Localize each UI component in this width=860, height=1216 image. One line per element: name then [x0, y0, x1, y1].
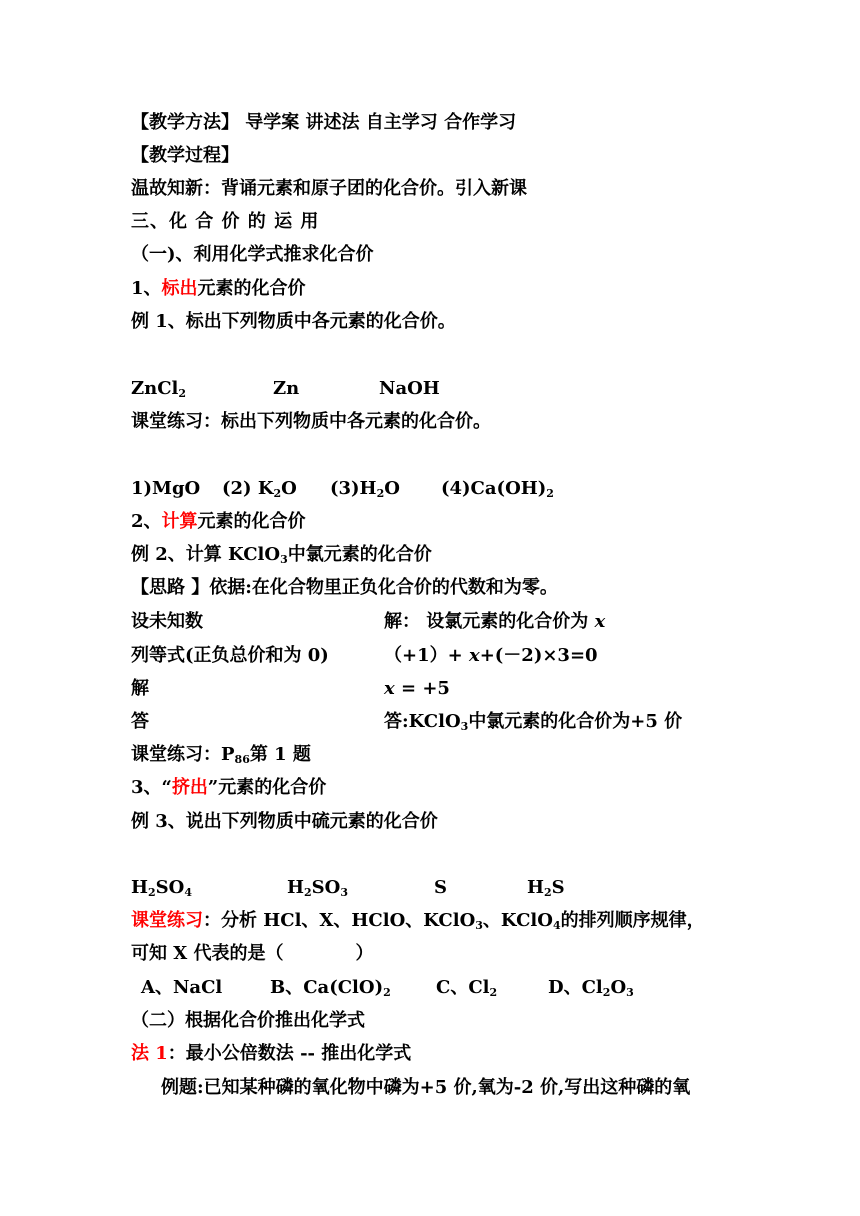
example-3-line: 例 3、说出下列物质中硫元素的化合价	[131, 811, 438, 832]
item-3-highlight: 挤出	[171, 777, 208, 798]
item-2-text: 元素的化合价	[197, 511, 306, 532]
option-a: A、NaCl	[141, 977, 223, 998]
part-2-heading: （二）根据化合价推出化学式	[131, 1010, 365, 1031]
formula-h2so3: $H_2SO_3$	[287, 877, 349, 899]
step-left-2: 列等式(正负总价和为 0)	[131, 645, 329, 666]
practice-3-question: 可知 X 代表的是（ ）	[131, 943, 374, 964]
step-right-3: x = +5	[384, 678, 450, 699]
example-1-line: 例 1、标出下列物质中各元素的化合价。	[131, 311, 456, 332]
formula-h2s: $H_2S$	[527, 877, 565, 899]
option-d: D、$Cl_2O_3$	[548, 977, 634, 999]
step-left-3: 解	[131, 678, 149, 699]
formula-caoh2: $(4)Ca(OH)_2$	[441, 478, 554, 500]
item-1-text: 元素的化合价	[197, 278, 306, 299]
step-left-4: 答	[131, 711, 149, 732]
example-last-line: 例题:已知某种磷的氧化物中磷为+5 价,氧为-2 价,写出这种磷的氧	[161, 1077, 691, 1098]
practice-2-line: 课堂练习：$P_{86}$第 1 题	[131, 744, 311, 766]
idea-line: 【思路 】依据:在化合物里正负化合价的代数和为零。	[131, 577, 558, 598]
formula-zncl2: ZnCl$_2$	[131, 378, 187, 400]
option-c: C、$Cl_2$	[436, 977, 498, 999]
option-b: B、$Ca(ClO)_2$	[270, 977, 391, 999]
step-right-1: 解： 设氯元素的化合价为 x	[384, 611, 606, 632]
example-2-line: 例 2、计算 KClO$_3$中氯元素的化合价	[131, 544, 432, 566]
formula-h2so4: $H_2SO_4$	[131, 877, 193, 899]
practice-3-line: 课堂练习：分析 HCl、X、HClO、KClO$_3$、KClO$_4$的排列顺序规律，	[131, 910, 705, 932]
review-line: 温故知新：背诵元素和原子团的化合价。引入新课	[131, 178, 527, 199]
item-2-number: 2、	[131, 511, 162, 532]
item-2-highlight: 计算	[161, 511, 198, 532]
item-1-number: 1、	[131, 278, 162, 299]
item-1-heading	[131, 277, 306, 301]
step-right-2: （+1）+ x+(－2)×3=0	[384, 645, 598, 666]
step-right-4: 答:KClO$_3$中氯元素的化合价为+5 价	[384, 711, 683, 733]
part-1-heading: （一)、利用化学式推求化合价	[131, 244, 374, 265]
method-1-line: 法 1：最小公倍数法 -- 推出化学式	[131, 1043, 412, 1064]
method-1-label: 法 1	[131, 1043, 168, 1064]
section-3-heading: 三、化 合 价 的 运 用	[131, 211, 320, 232]
teaching-method-line: 【教学方法】 导学案 讲述法 自主学习 合作学习	[131, 112, 517, 133]
teaching-process-heading: 【教学过程】	[131, 145, 239, 166]
practice-1-line: 课堂练习：标出下列物质中各元素的化合价。	[131, 411, 491, 432]
item-1-highlight: 标出	[161, 278, 198, 299]
formula-s: S	[434, 877, 447, 898]
formula-naoh: NaOH	[379, 378, 440, 399]
item-2-heading	[131, 510, 306, 534]
practice-3-label: 课堂练习	[131, 910, 203, 931]
item-3-heading: 3、“挤出”元素的化合价	[131, 777, 327, 798]
formula-k2o: (2) $K_2O$	[222, 478, 297, 500]
formula-zn: Zn	[273, 378, 300, 399]
step-left-1: 设未知数	[131, 611, 203, 632]
formula-h2o: $(3)H_2O$	[330, 478, 400, 500]
formula-mgo: 1)MgO	[131, 478, 201, 499]
